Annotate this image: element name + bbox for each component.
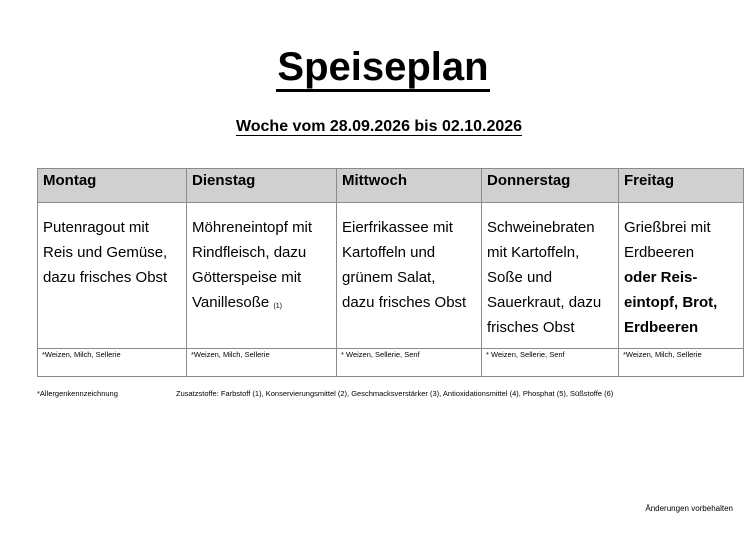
allergen-cell-wednesday: * Weizen, Sellerie, Senf [337,349,482,377]
meal-line-bold: oder Reis- [624,269,698,286]
additive-note: (1) [273,303,282,310]
meal-row [38,203,744,349]
allergen-row [38,349,744,377]
day-header-thursday: Donnerstag [482,169,619,203]
meal-line: Putenragout mit [43,219,149,236]
week-heading-text: Woche vom 28.09.2026 bis 02.10.2026 [235,118,523,135]
meal-line: dazu frisches Obst [43,269,168,286]
day-header-wednesday: Mittwoch [337,169,482,203]
meal-line: dazu frisches Obst [342,294,467,311]
meal-cell-tuesday [187,203,337,349]
meal-line: Sauerkraut, dazu [487,294,602,311]
meal-line: Rindfleisch, dazu [192,244,307,261]
meal-line: Kartoffeln und [342,244,436,261]
day-header-friday: Freitag [619,169,744,203]
meal-cell-thursday [482,203,619,349]
day-header-row [38,169,744,203]
meal-cell-friday [619,203,744,349]
meal-line: grünem Salat, [342,269,436,286]
allergen-cell-friday: *Weizen, Milch, Sellerie [619,349,744,377]
meal-line: Erdbeeren [624,244,695,261]
meal-line-bold: eintopf, Brot, [624,294,718,311]
meal-line-bold: Erdbeeren [624,319,699,336]
page-title-text: Speiseplan [276,45,489,92]
meal-line: Götterspeise mit [192,269,302,286]
meal-line: Soße und [487,269,553,286]
meal-line-text: Vanillesoße [192,294,270,311]
meal-cell-monday [38,203,187,349]
allergen-cell-thursday: * Weizen, Sellerie, Senf [482,349,619,377]
footer-note: Änderungen vorbehalten [645,504,733,513]
allergen-legend-label: *Allergenkennzeichnung [37,389,118,398]
meal-line: Schweinebraten [487,219,595,236]
week-heading [0,117,750,137]
menu-table [37,168,744,377]
meal-cell-wednesday [337,203,482,349]
day-header-tuesday: Dienstag [187,169,337,203]
meal-line: Eierfrikassee mit [342,219,453,236]
meal-line: mit Kartoffeln, [487,244,580,261]
meal-line: Reis und Gemüse, [43,244,168,261]
additives-legend: Zusatzstoffe: Farbstoff (1), Konservierungsmittel (2), Geschmacksverstärker (3), Antioxidationsmittel (4), Phosphat (5), Süßstoffe (6) [176,389,614,398]
meal-line: Grießbrei mit [624,219,711,236]
page-title [0,42,750,92]
meal-line: Möhreneintopf mit [192,219,313,236]
meal-line: frisches Obst [487,319,575,336]
day-header-monday: Montag [38,169,187,203]
allergen-cell-monday: *Weizen, Milch, Sellerie [38,349,187,377]
allergen-cell-tuesday: *Weizen, Milch, Sellerie [187,349,337,377]
meal-line [192,290,332,319]
